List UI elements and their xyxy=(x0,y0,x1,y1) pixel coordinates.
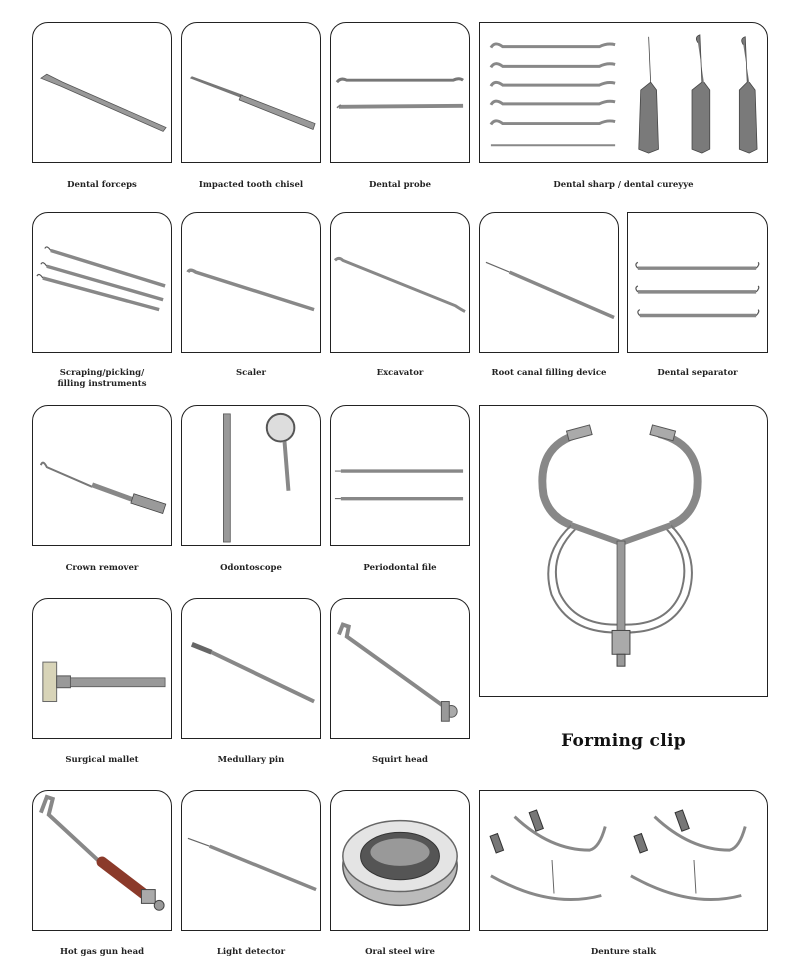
caption-dental-forceps: Dental forceps xyxy=(67,180,137,190)
card-dental-probe xyxy=(330,22,470,163)
dental-curette-image xyxy=(480,23,767,162)
caption-scaler: Scaler xyxy=(236,368,266,378)
card-medullary-pin xyxy=(181,598,321,739)
card-odontoscope xyxy=(181,405,321,546)
caption-impacted-tooth-chisel: Impacted tooth chisel xyxy=(198,180,304,190)
card-light-detector xyxy=(181,790,321,931)
caption-forming-clip: Forming clip xyxy=(561,731,686,751)
card-scraping-instruments xyxy=(32,212,172,353)
card-impacted-tooth-chisel xyxy=(181,22,321,163)
root-canal-device-image xyxy=(480,213,618,352)
caption-dental-curette: Dental sharp / dental cureyye xyxy=(553,180,694,190)
squirt-head-image xyxy=(331,599,469,738)
dental-separator-image xyxy=(628,213,767,352)
hot-gas-gun-head-image xyxy=(33,791,171,930)
crown-remover-image xyxy=(33,406,171,545)
card-crown-remover xyxy=(32,405,172,546)
caption-surgical-mallet: Surgical mallet xyxy=(65,755,139,765)
odontoscope-image xyxy=(182,406,320,545)
caption-root-canal-filling-device: Root canal filling device xyxy=(491,368,607,378)
card-dental-curette xyxy=(479,22,768,163)
card-root-canal-filling-device xyxy=(479,212,619,353)
card-scaler xyxy=(181,212,321,353)
card-surgical-mallet xyxy=(32,598,172,739)
caption-medullary-pin: Medullary pin xyxy=(217,755,285,765)
caption-periodontal-file: Periodontal file xyxy=(363,563,437,573)
caption-scraping-line-2: filling instruments xyxy=(57,379,147,389)
dental-probe-image xyxy=(331,23,469,162)
card-forming-clip xyxy=(479,405,768,697)
card-oral-steel-wire xyxy=(330,790,470,931)
card-squirt-head xyxy=(330,598,470,739)
card-excavator xyxy=(330,212,470,353)
oral-steel-wire-image xyxy=(331,791,469,930)
excavator-image xyxy=(331,213,469,352)
caption-denture-stalk: Denture stalk xyxy=(590,947,657,957)
card-periodontal-file xyxy=(330,405,470,546)
light-detector-image xyxy=(182,791,320,930)
card-dental-separator xyxy=(627,212,768,353)
caption-oral-steel-wire: Oral steel wire xyxy=(365,947,435,957)
caption-scraping-instruments xyxy=(32,368,172,390)
scraping-instruments-image xyxy=(33,213,171,352)
card-dental-forceps xyxy=(32,22,172,163)
caption-dental-probe: Dental probe xyxy=(368,180,432,190)
card-denture-stalk xyxy=(479,790,768,931)
dental-forceps-image xyxy=(33,23,171,162)
periodontal-file-image xyxy=(331,406,469,545)
card-hot-gas-gun-head xyxy=(32,790,172,931)
caption-odontoscope: Odontoscope xyxy=(220,563,282,573)
caption-hot-gas-gun-head: Hot gas gun head xyxy=(59,947,145,957)
caption-squirt-head: Squirt head xyxy=(372,755,428,765)
surgical-mallet-image xyxy=(33,599,171,738)
caption-light-detector: Light detector xyxy=(216,947,286,957)
caption-crown-remover: Crown remover xyxy=(65,563,139,573)
forming-clip-image xyxy=(480,406,767,696)
medullary-pin-image xyxy=(182,599,320,738)
denture-stalk-image xyxy=(480,791,767,930)
scaler-image xyxy=(182,213,320,352)
caption-excavator: Excavator xyxy=(376,368,424,378)
caption-scraping-line-1: Scraping/picking/ xyxy=(59,368,145,378)
chisel-image xyxy=(182,23,320,162)
caption-dental-separator: Dental separator xyxy=(657,368,738,378)
